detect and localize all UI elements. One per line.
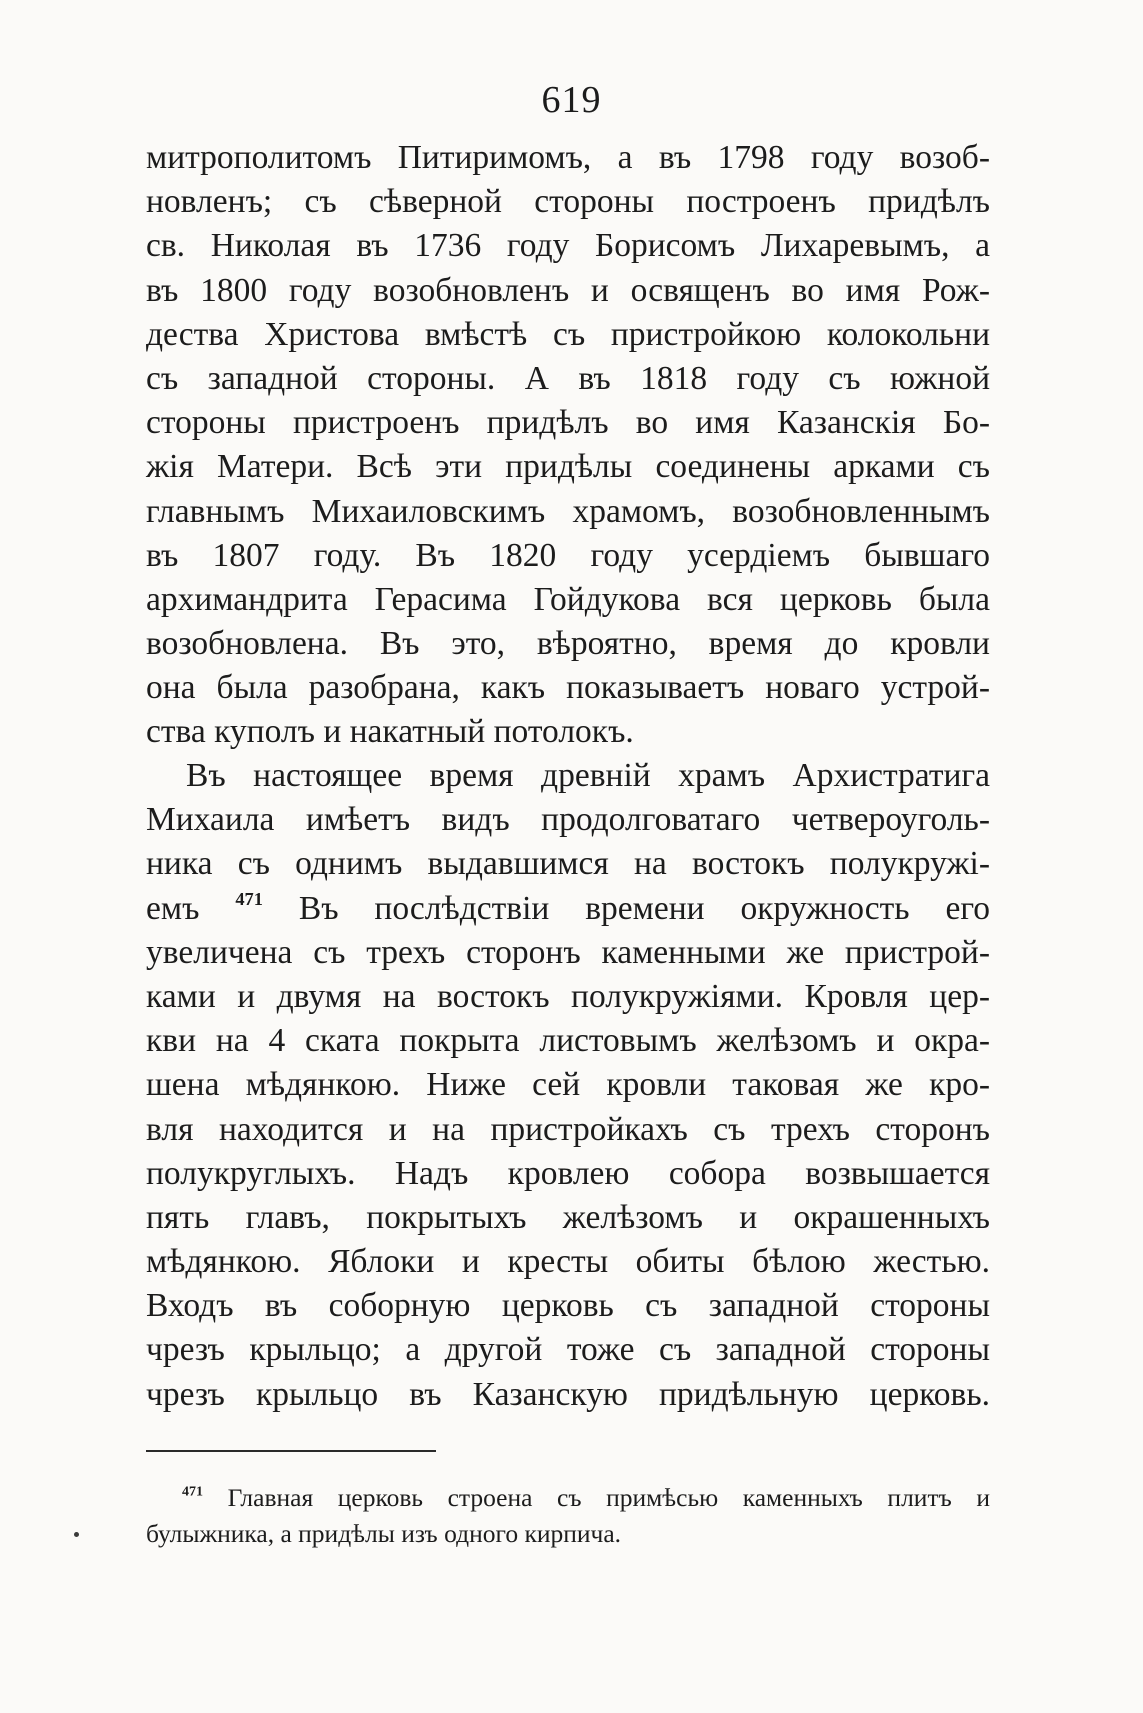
text-fragment: Въ послѣдствіи времени окружность его — [298, 889, 991, 927]
text-line: шена мѣдянкою. Ниже сей кровли таковая же кро- — [146, 1066, 990, 1104]
text-line: св. Николая въ 1736 году Борисомъ Лихаревымъ, а — [146, 227, 990, 265]
page-number: 619 — [541, 79, 602, 121]
text-line: она была разобрана, какъ показываетъ новаго устрой- — [146, 669, 990, 707]
text-line: возобновлена. Въ это, вѣроятно, время до кровли — [146, 625, 990, 663]
text-line: въ 1807 году. Въ 1820 году усердіемъ бывшаго — [146, 536, 990, 574]
text-line: въ 1800 году возобновленъ и освященъ во имя Рож- — [146, 271, 990, 309]
text-line: митрополитомъ Питиримомъ, а въ 1798 году возоб- — [146, 139, 990, 176]
footnote-text: Главная церковь строена съ примѣсью каменныхъ плитъ и — [227, 1483, 990, 1512]
text-line: дества Христова вмѣстѣ съ пристройкою колокольни — [146, 315, 990, 353]
footnote-line: булыжника, а придѣлы изъ одного кирпича. — [146, 1519, 622, 1548]
text-line: ника съ однимъ выдавшимся на востокъ полукружі- — [146, 845, 990, 883]
paragraph-1 — [146, 136, 990, 755]
text-line: Въ настоящее время древній храмъ Архистратига — [186, 757, 990, 794]
text-line: жія Матери. Всѣ эти придѣлы соединены арками съ — [146, 448, 990, 486]
text-line: Входъ въ соборную церковь съ западной стороны — [146, 1287, 990, 1325]
ink-speck — [74, 1532, 79, 1537]
text-line: ства куполъ и накатный потолокъ. — [146, 713, 634, 751]
text-line: новленъ; съ сѣверной стороны построенъ придѣлъ — [146, 183, 990, 221]
text-line: стороны пристроенъ придѣлъ во имя Казанскія Бо- — [146, 404, 990, 442]
footnote-divider — [146, 1450, 436, 1452]
text-fragment: емъ — [146, 889, 200, 927]
text-line: кви на 4 ската покрыта листовымъ желѣзомъ и окра- — [146, 1022, 990, 1060]
text-line-with-footnote-ref — [146, 887, 990, 931]
footnote — [146, 1480, 990, 1552]
text-line: мѣдянкою. Яблоки и кресты обиты бѣлою жестью. — [146, 1243, 990, 1281]
text-line: чрезъ крыльцо; а другой тоже съ западной стороны — [146, 1331, 990, 1369]
footnote-line — [146, 1480, 990, 1516]
text-line: Михаила имѣетъ видъ продолговатаго четвероуголь- — [146, 801, 990, 839]
text-line: полукруглыхъ. Надъ кровлею собора возвышается — [146, 1154, 990, 1192]
footnote-reference[interactable]: 471 — [235, 888, 263, 909]
text-line: главнымъ Михаиловскимъ храмомъ, возобновленнымъ — [146, 492, 990, 530]
text-line: пять главъ, покрытыхъ желѣзомъ и окрашенныхъ — [146, 1198, 990, 1236]
paragraph-2 — [146, 754, 990, 1417]
text-line: вля находится и на пристройкахъ съ трехъ сторонъ — [146, 1110, 990, 1148]
footnote-number: 471 — [182, 1484, 204, 1500]
text-line: ками и двумя на востокъ полукружіями. Кровля цер- — [146, 977, 990, 1015]
text-line: съ западной стороны. А въ 1818 году съ южной — [146, 359, 990, 397]
text-line: увеличена съ трехъ сторонъ каменными же пристрой- — [146, 933, 990, 971]
text-line: архимандрита Герасима Гойдукова вся церковь была — [146, 580, 990, 618]
text-line: чрезъ крыльцо въ Казанскую придѣльную церковь. — [146, 1375, 990, 1413]
